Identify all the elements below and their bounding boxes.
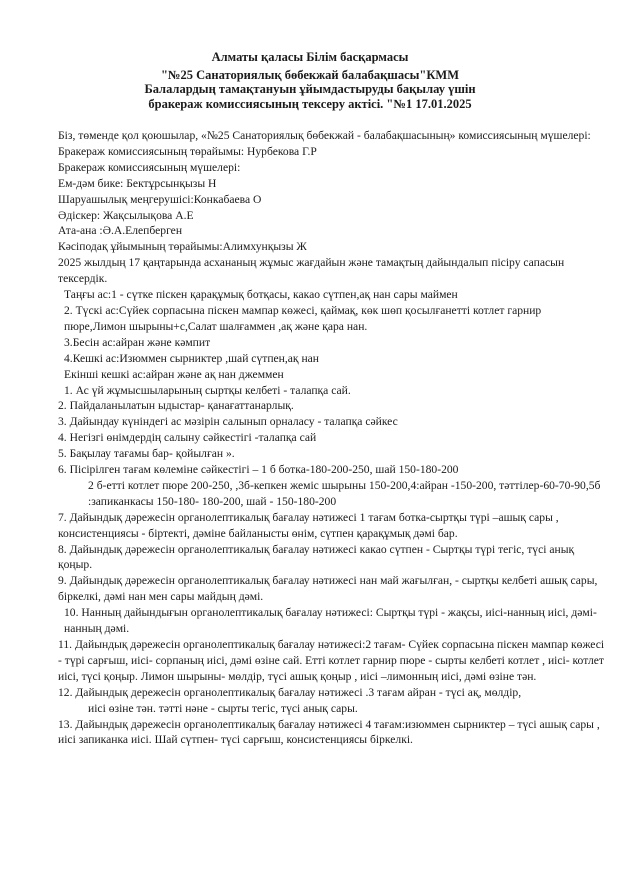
member-methodist: Әдіскер: Жақсылықова А.Е <box>58 208 194 222</box>
check-item-8: 8. Дайындық дәрежесін органолептикалық бағалау нәтижесі какао сүтпен - Сыртқы түрі тегіс, түсі анық қоңыр. <box>58 542 575 572</box>
check-item-4: 4. Негізгі өнімдердің салыну сәйкестігі -талапқа сай <box>58 431 317 445</box>
check-item-9: 9. Дайындық дәрежесін органолептикалық бағалау нәтижесі нан май жағылған, - сыртқы келбеті ашық сары, біркелкі, дәмі нан мен сары майдың дәмі. <box>58 574 598 604</box>
menu-afternoon-snack: 3.Бесін ас:айран және кәмпит <box>64 335 211 349</box>
member-union-chair: Кәсіподақ ұйымының төрайымы:Алимхунқызы Ж <box>58 240 307 254</box>
check-item-6: 6. Пісірілген тағам көлеміне сәйкестігі – 1 б ботка-180-200-250, шай 150-180-200 <box>58 463 459 477</box>
check-item-1: 1. Ас үй жұмысшыларының сыртқы келбеті - талапқа сай. <box>64 383 351 397</box>
check-item-10: 10. Нанның дайындығын органолептикалық бағалау нәтижесі: Сыртқы түрі - жақсы, иісі-нанның иісі, дәмі-нанның дәмі. <box>64 606 597 636</box>
check-item-2: 2. Пайдаланылатын ыдыстар- қанағаттанарлық. <box>58 399 294 413</box>
header-organization: "№25 Санаториялық бөбекжай балабақшасы"КММ <box>160 68 460 82</box>
member-parent: Ата-ана :Ә.А.Елепберген <box>58 224 183 238</box>
header-purpose: Балалардың тамақтануын ұйымдастыруды бақылау үшін <box>144 82 476 96</box>
member-dietitian: Ем-дәм бике: Бектұрсынқызы Н <box>58 176 217 190</box>
check-item-6-continued: 2 б-етті котлет пюре 200-250, ,3б-кепкен жеміс шырыны 150-200,4:айран -150-200, тәттілер-60-70-90,5б :запиканкасы 150-180- 180-200, шай - 150-180-200 <box>88 478 601 508</box>
act-body <box>58 128 606 748</box>
commission-chair: Бракераж комиссиясының төрайымы: Нурбекова Г.Р <box>58 144 317 158</box>
check-item-11: 11. Дайындық дәрежесін органолептикалық бағалау нәтижесі:2 тағам- Сүйек сорпасына піскен мампар көжесі - түрі сарғыш, иісі- сорпаның иісі, дәмі өзіне сай. Етті котлет гарнир пюре - сырты келбеті котлет , иісі- котлет иісі, түсі қоңыр. Лимон шырыны- мөлдір, түсі ашық қоңыр , иісі –лимонның иісі, дәмі өзіне тән. <box>58 638 605 683</box>
inspection-statement: 2025 жылдың 17 қаңтарында асхананың жұмыс жағдайын және тамақтың дайындалып пісіру сапасын тексердік. <box>58 256 565 286</box>
commission-members-heading: Бракераж комиссиясының мүшелері: <box>58 160 241 174</box>
check-item-3: 3. Дайындау күніндегі ас мәзірін салынып орналасу - талапқа сәйкес <box>58 415 398 429</box>
menu-lunch: 2. Түскі ас:Сүйек сорпасына піскен мампар көжесі, қаймақ, көк шөп қосылғанетті котлет гарнир пюре,Лимон шырыны+с,Салат шалғаммен ,ақ және қара нан. <box>64 303 542 333</box>
check-item-12-continued: иісі өзіне тән. тәтті нәне - сырты тегіс, түсі анық сары. <box>88 701 358 715</box>
intro-paragraph: Біз, төменде қол қоюшылар, «№25 Санаториялық бөбекжай - балабақшасының» комиссиясының мүшелері: <box>58 129 591 142</box>
menu-second-dinner: Екінші кешкі ас:айран және ақ нан джеммен <box>64 367 284 381</box>
check-item-5: 5. Бақылау тағамы бар- қойылған ». <box>58 447 235 461</box>
header-act-title: бракераж комиссиясының тексеру актісі. "№1 17.01.2025 <box>148 97 472 111</box>
header-authority: Алматы қаласы Білім басқармасы <box>211 50 409 64</box>
menu-dinner: 4.Кешкі ас:Изюммен сырниктер ,шай сүтпен,ақ нан <box>64 351 320 365</box>
check-item-13: 13. Дайындық дәрежесін органолептикалық бағалау нәтижесі 4 тағам:изюммен сырниктер – түсі ашық сары , иісі запиканка иісі. Шай сүтпен- түсі сарғыш, консистенциясы біркелкі. <box>58 717 600 747</box>
check-item-12: 12. Дайындық дережесін органолептикалық бағалау нәтижесі .3 тағам айран - түсі ақ, мөлдір, <box>58 685 522 699</box>
menu-breakfast: Таңғы ас:1 - сүтке піскен қарақұмық ботқасы, какао сүтпен,ақ нан сары маймен <box>64 288 458 302</box>
check-item-7: 7. Дайындық дәрежесін органолептикалық бағалау нәтижесі 1 тағам ботка-сыртқы түрі –ашық сары , консистенциясы - біртекті, дәміне байланысты өнім, сүтпен қарақұмық дәмі бар. <box>58 510 559 540</box>
member-housekeeping: Шаруашылық меңгерушісі:Конкабаева О <box>58 192 262 206</box>
